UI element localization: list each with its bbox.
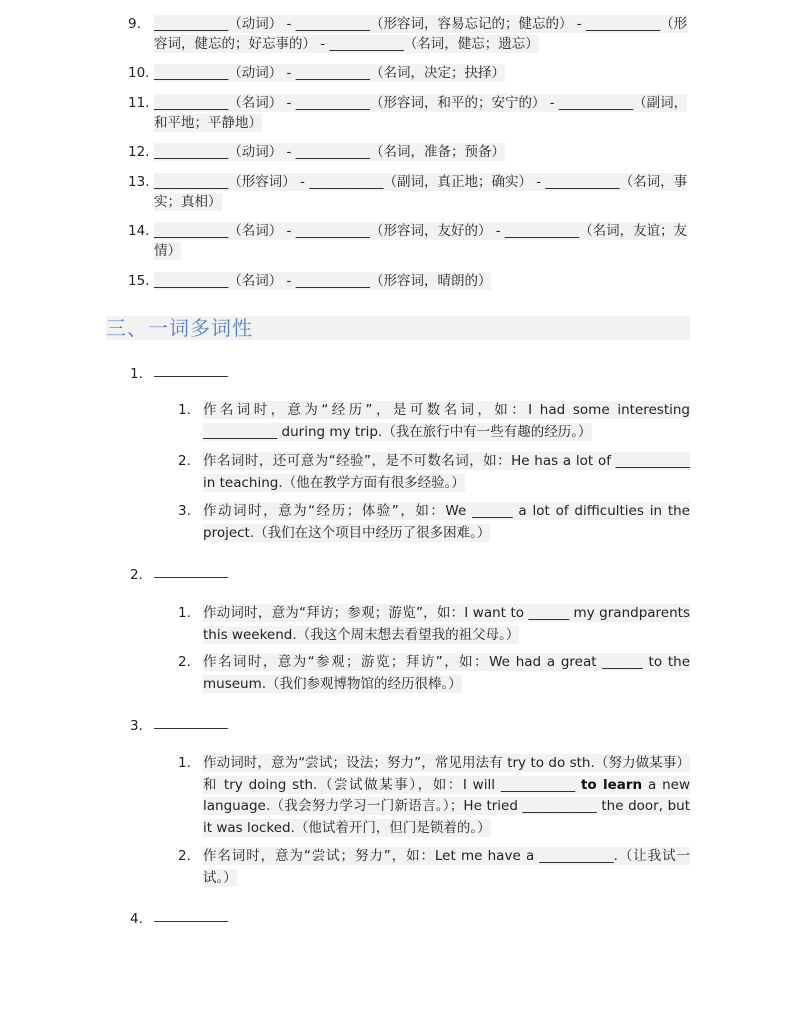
sense-text: 作名词时，意为“参观；游览；拜访”，如：We had a great ______ to the museum.（我们参观博物馆的经历很棒。） (203, 654, 690, 692)
vocab-number: 14. (128, 223, 150, 239)
vocab-text: ___________（名词） - ___________（形容词，晴朗的） (154, 272, 492, 289)
vocab-item-10 (128, 63, 690, 83)
vocab-item-13 (128, 172, 690, 212)
sense-text-bold: to learn (580, 776, 643, 793)
vocab-text: ___________（动词） - ___________（名词，准备；预备） (154, 144, 505, 160)
sense-number: 3. (178, 503, 191, 519)
vocab-list (128, 14, 690, 300)
sense-number: 1. (178, 605, 191, 621)
word-number: 2. (130, 567, 143, 583)
section-heading: 三、一词多词性 (106, 316, 690, 340)
sense-text: 作名词时，意为“尝试；努力”，如：Let me have a ___________.（让我试一试。） (203, 848, 690, 886)
word-blank (154, 362, 228, 377)
word-blank (154, 714, 228, 729)
word-number: 1. (130, 366, 143, 382)
vocab-text: ___________（名词） - ___________（形容词，和平的；安宁的） - ___________（副词，和平地；平静地） (154, 94, 688, 131)
word-item-3 (130, 714, 228, 736)
sense-text: 作名词时，还可意为“经验”，是不可数名词，如：He has a lot of ___________ in teaching.（他在教学方面有很多经验。） (203, 453, 690, 491)
sense-number: 1. (178, 755, 191, 771)
sense-number: 2. (178, 654, 191, 670)
word-3-sense-2 (178, 846, 690, 889)
sense-text: 作名词时，意为“经历”，是可数名词，如：I had some interesting ___________ during my trip.（我在旅行中有一些有趣的经历。） (203, 402, 690, 440)
sense-text-post: a new language.（我会努力学习一门新语言。）；He tried ___________ the door, but it was locked.（他试着开门，但门是锁着的。） (203, 776, 691, 836)
sense-number: 2. (178, 848, 191, 864)
vocab-text: ___________（名词） - ___________（形容词，友好的） - ___________（名词，友谊；友情） (154, 223, 688, 259)
word-number: 4. (130, 911, 143, 927)
vocab-number: 9. (128, 16, 141, 32)
word-blank (154, 907, 228, 922)
word-2-sense-2 (178, 652, 690, 695)
word-2-sense-1 (178, 603, 690, 646)
vocab-number: 12. (128, 144, 150, 160)
word-item-1 (130, 362, 228, 384)
word-1-sense-2 (178, 451, 690, 494)
vocab-item-15 (128, 271, 690, 291)
word-1-sense-3 (178, 501, 690, 544)
vocab-item-14 (128, 221, 690, 261)
word-blank (154, 563, 228, 578)
vocab-text: ___________（动词） - ___________（形容词，容易忘记的；健忘的） - ___________（形容词，健忘的；好忘事的） - ___________（名词，健忘；遗忘） (154, 16, 688, 52)
sense-text (203, 754, 690, 837)
sense-number: 2. (178, 453, 191, 469)
vocab-number: 11. (128, 94, 150, 111)
sense-text-pre: 作动词时，意为“尝试；设法；努力”，常见用法有 try to do sth.（努力做某事）和 try doing sth.（尝试做某事），如：I will ___________ (203, 755, 690, 793)
vocab-item-9 (128, 14, 690, 54)
sense-text: 作动词时，意为“拜访；参观；游览”，如：I want to ______ my grandparents this weekend.（我这个周末想去看望我的祖父母。） (203, 605, 690, 643)
vocab-item-11 (128, 93, 690, 133)
vocab-text: ___________（形容词） - ___________（副词，真正地；确实） - ___________（名词，事实；真相） (154, 173, 688, 210)
vocab-item-12 (128, 142, 690, 162)
word-1-sense-1 (178, 400, 690, 443)
vocab-number: 15. (128, 272, 150, 289)
word-item-2 (130, 563, 228, 585)
word-3-sense-1 (178, 753, 690, 839)
vocab-text: ___________（动词） - ___________（名词，决定；抉择） (154, 65, 505, 81)
sense-text: 作动词时，意为“经历；体验”，如：We ______ a lot of difficulties in the project.（我们在这个项目中经历了很多困难。） (203, 503, 690, 541)
vocab-number: 13. (128, 173, 150, 190)
word-number: 3. (130, 718, 143, 734)
word-item-4 (130, 907, 228, 929)
vocab-number: 10. (128, 65, 150, 81)
sense-number: 1. (178, 402, 191, 418)
